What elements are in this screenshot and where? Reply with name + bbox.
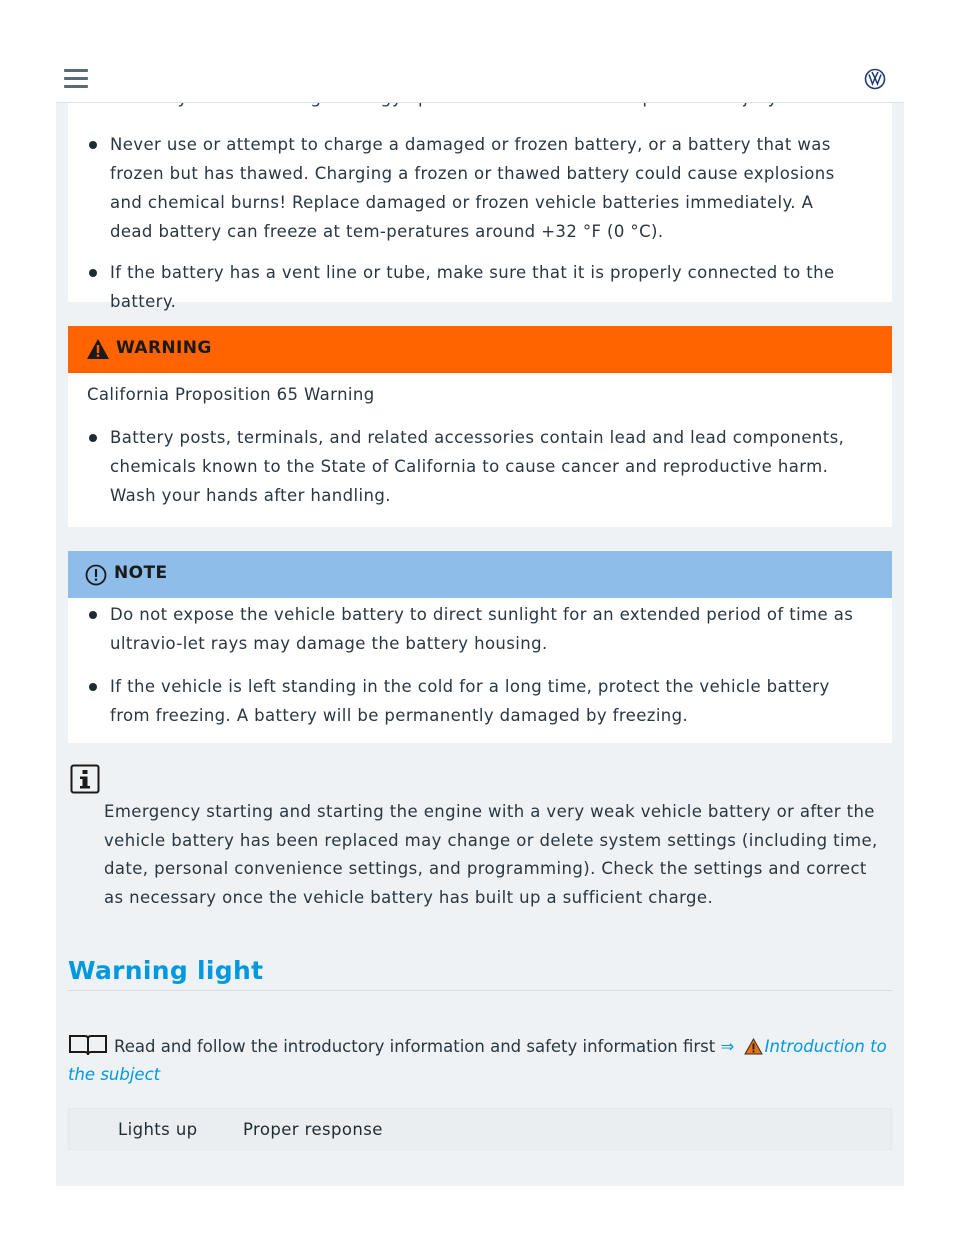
note-title: NOTE (114, 563, 168, 583)
link-arrow[interactable]: ⇒ (720, 1037, 735, 1056)
intro-paragraph (68, 1033, 898, 1089)
table-header-lights-up: Lights up (118, 1120, 198, 1139)
exclamation-circle-icon (85, 564, 107, 586)
list-item: If the vehicle is left standing in the cold for a long time, protect the vehicle battery from freezing. A battery will be permanently damaged by freezing. (68, 672, 888, 730)
warning-triangle-icon (86, 338, 110, 360)
list-item: Never use or attempt to charge a damaged or frozen battery, or a battery that was frozen but has thawed. Charging a frozen or thawed battery could cause explosions and chemical burns! Replace damaged or frozen vehicle batteries immediately. A dead battery can freeze at tem-peratures around +32 °F (0 °C). (68, 130, 868, 246)
info-text: Emergency starting and starting the engine with a very weak vehicle battery or after the vehicle battery has been replaced may change or delete system settings (including time, date, personal convenience settings, and programming). Check the settings and correct as necessary once the vehicle battery has built up a sufficient charge. (104, 802, 878, 907)
list-item: If the battery has a vent line or tube, make sure that it is properly connected to the battery. (68, 258, 868, 316)
section-title: Warning light (68, 956, 264, 985)
note-header (68, 551, 892, 598)
list-item: Battery posts, terminals, and related accessories contain lead and lead components, chemicals known to the State of California to cause cancer and reproductive harm. Wash your hands after handling. (68, 423, 888, 510)
hamburger-menu-icon[interactable] (64, 69, 88, 89)
note-body (68, 598, 892, 743)
top-bar (56, 58, 904, 103)
warning-title: WARNING (116, 338, 212, 358)
warning-triangle-icon (744, 1038, 763, 1055)
warning-header (68, 326, 892, 373)
warning-heading-text: California Proposition 65 Warning (87, 385, 375, 404)
info-icon (70, 764, 100, 794)
manual-page (56, 58, 904, 1186)
warning-body (68, 373, 892, 527)
table-header-proper-response: Proper response (243, 1120, 383, 1139)
vw-logo-icon[interactable] (864, 68, 886, 90)
book-icon (68, 1033, 108, 1057)
warning-light-table (68, 1108, 892, 1150)
intro-text: Read and follow the introductory information and safety information first (114, 1037, 716, 1056)
list-item: Do not expose the vehicle battery to direct sunlight for an extended period of time as ultravio-let rays may damage the battery housing. (68, 600, 888, 658)
section-divider (68, 990, 892, 991)
introduction-link[interactable]: Introduction to the subject (68, 1037, 887, 1084)
